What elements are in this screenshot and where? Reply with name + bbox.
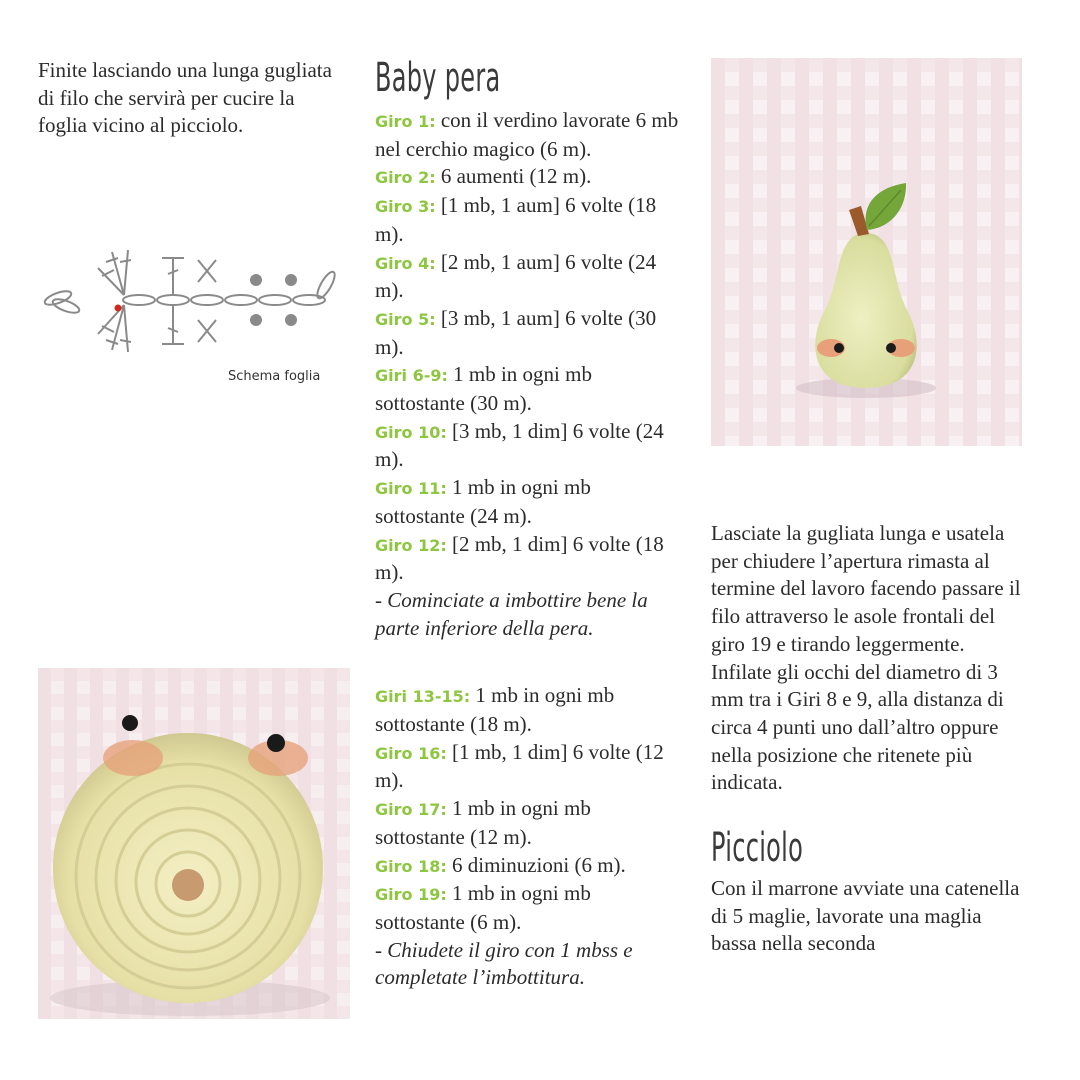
note-stuffing: - Cominciate a imbottire bene la parte inferiore della pera. (375, 587, 648, 640)
step-text: con il verdino lavorate 6 mb nel cerchio magico (6 m). (375, 108, 679, 161)
step-text: 1 mb in ogni mb sottostante (24 m). (375, 475, 591, 528)
step-item (375, 880, 685, 936)
steps-list-a (375, 107, 685, 587)
step-text: [3 mb, 1 aum] 6 volte (30 m). (375, 305, 657, 359)
note-closing: - Chiudete il giro con 1 mbss e completate l’imbottitura. (375, 937, 633, 990)
chain-stitch (157, 295, 189, 305)
treble-fan-top (98, 250, 131, 295)
step-item (375, 192, 685, 248)
sc-dot (250, 314, 262, 326)
step-text: 1 mb in ogni mb sottostante (12 m). (375, 796, 591, 849)
closing-text: Lasciate la gugliata lunga e usatela per chiudere l’apertura rimasta al termine del lavoro facendo passare il filo attraverso le asole frontali del giro 19 e tirando leggermente. Infilate gli occhi del diametro di 3 mm tra i Giri 8 e 9, alla distanza di circa 4 punti uno dall’altro oppure nella posizione che ritenete più indicata. (711, 521, 1021, 795)
step-text: [2 mb, 1 dim] 6 volte (18 m). (375, 531, 664, 585)
step-label: Giro 2: (375, 168, 436, 188)
step-label: Giro 3: (375, 197, 436, 217)
sc-dot (285, 274, 297, 286)
step-item (375, 107, 685, 163)
step-text: 6 diminuzioni (6 m). (446, 852, 626, 877)
step-label: Giri 13-15: (375, 687, 471, 707)
cheek (103, 740, 163, 776)
step-text: [1 mb, 1 aum] 6 volte (18 m). (375, 193, 657, 246)
start-marker (115, 305, 122, 312)
step-text: 6 aumenti (12 m). (435, 164, 592, 189)
treble-fan-bottom (98, 305, 131, 352)
section-title: Baby pera (375, 55, 501, 101)
chain-stitch (123, 295, 155, 305)
step-label: Giro 18: (375, 856, 447, 876)
turning-chain (43, 289, 73, 308)
dc-symbol-bottom (162, 305, 184, 344)
eye (834, 343, 844, 353)
step-label: Giro 10: (375, 422, 447, 442)
step-text: [1 mb, 1 dim] 6 volte (12 m). (375, 739, 664, 793)
step-label: Giro 4: (375, 253, 436, 273)
step-item (375, 474, 685, 530)
chain-stitch (191, 295, 223, 305)
step-item (375, 163, 685, 192)
step-item (375, 249, 685, 305)
x-symbol-top (198, 260, 216, 282)
dc-symbol-top (162, 258, 184, 295)
pear-bottom-photo (38, 668, 350, 1019)
step-item (375, 531, 685, 587)
closing-column (711, 520, 1021, 958)
sc-dot (250, 274, 262, 286)
instructions-column (375, 53, 685, 992)
step-text: [3 mb, 1 dim] 6 volte (24 m). (375, 418, 664, 472)
step-item (375, 682, 685, 738)
chain-stitch (259, 295, 291, 305)
step-item (375, 739, 685, 795)
step-item (375, 852, 685, 881)
eye (886, 343, 896, 353)
intro-paragraph (38, 57, 338, 140)
chain-stitch (225, 295, 257, 305)
step-label: Giro 17: (375, 800, 447, 820)
diagram-caption: Schema foglia (228, 369, 321, 384)
step-label: Giro 19: (375, 885, 447, 905)
eye (122, 715, 138, 731)
step-item (375, 305, 685, 361)
sc-dot (285, 314, 297, 326)
step-text: 1 mb in ogni mb sottostante (18 m). (375, 683, 615, 737)
turning-chain (314, 270, 338, 301)
x-symbol-bottom (198, 320, 216, 342)
leaf-diagram (36, 240, 341, 365)
picciolo-text: Con il marrone avviate una catenella di 5 maglie, lavorate una maglia bassa nella seconda (711, 876, 1020, 956)
step-item (375, 361, 685, 417)
step-label: Giro 5: (375, 309, 436, 329)
center-bud (172, 869, 204, 901)
step-text: 1 mb in ogni mb sottostante (6 m). (375, 881, 591, 934)
step-item (375, 418, 685, 474)
step-label: Giro 16: (375, 743, 447, 763)
step-item (375, 795, 685, 851)
chain-stitch (293, 295, 325, 305)
eye (267, 734, 285, 752)
step-label: Giri 6-9: (375, 366, 448, 386)
step-label: Giro 12: (375, 535, 447, 555)
steps-list-b (375, 682, 685, 936)
step-text: [2 mb, 1 aum] 6 volte (24 m). (375, 249, 657, 303)
picciolo-title: Picciolo (711, 825, 804, 872)
pear-photo (711, 58, 1022, 446)
step-label: Giro 11: (375, 479, 447, 499)
intro-text: Finite lasciando una lunga gugliata di filo che servirà per cucire la foglia vicino al picciolo. (38, 58, 332, 138)
step-label: Giro 1: (375, 112, 436, 131)
step-text: 1 mb in ogni mb sottostante (30 m). (375, 362, 592, 416)
